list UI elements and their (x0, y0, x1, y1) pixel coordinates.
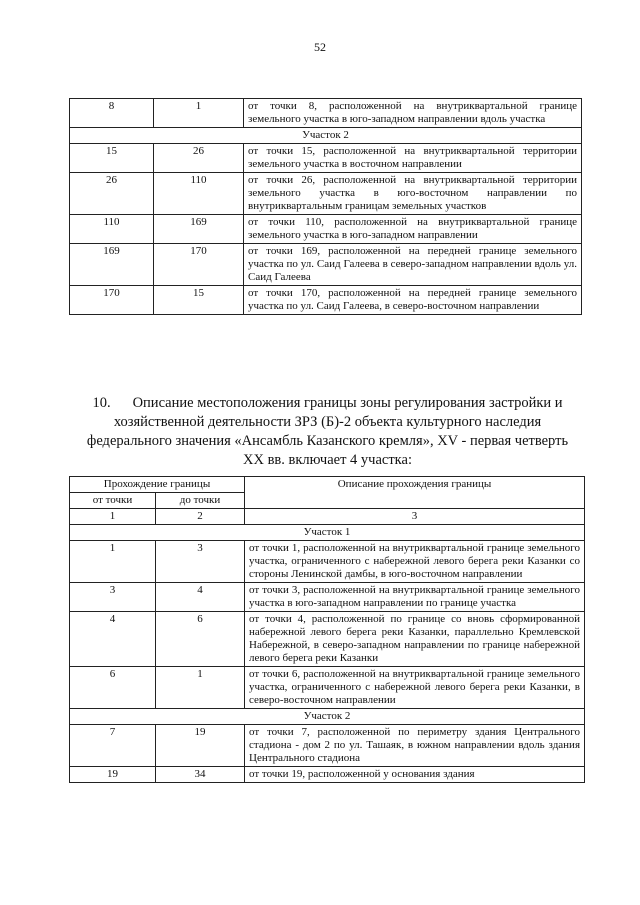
description-cell: от точки 169, расположенной на передней границе земельного участка по ул. Саид Галеева в северо-западном направлении вдоль ул. Саид Галеева (244, 244, 582, 286)
to-point-cell: 4 (156, 583, 245, 612)
description-cell: от точки 3, расположенной на внутриквартальной границе земельного участка в юго-западном направлении по границе участка (245, 583, 585, 612)
to-point-cell: 26 (154, 144, 244, 173)
table-row (70, 173, 582, 215)
page-number: 52 (314, 40, 326, 54)
table-column-number-row (70, 509, 585, 525)
from-point-cell: 170 (70, 286, 154, 315)
table-row (70, 244, 582, 286)
table-row (70, 667, 585, 709)
section-label: Участок 2 (70, 128, 582, 144)
header-passage: Прохождение границы (70, 477, 245, 493)
table-row (70, 286, 582, 315)
table-header-row (70, 477, 585, 493)
from-point-cell: 19 (70, 767, 156, 783)
description-cell: от точки 4, расположенной по границе со вновь сформированной набережной левого берега реки Казанки, параллельно Кремлевской Набережной, в северо-западном направлении по границе набережной левого берега реки Казанки (245, 612, 585, 667)
section-label: Участок 1 (70, 525, 585, 541)
description-cell: от точки 110, расположенной на внутриквартальной границе земельного участка в юго-западном направлении (244, 215, 582, 244)
to-point-cell: 19 (156, 725, 245, 767)
to-point-cell: 170 (154, 244, 244, 286)
header-to-point: до точки (156, 493, 245, 509)
boundary-table-continued (69, 98, 582, 315)
from-point-cell: 7 (70, 725, 156, 767)
section-10-heading (80, 394, 575, 470)
description-cell: от точки 170, расположенной на передней границе земельного участка по ул. Саид Галеева, в северо-восточном направлении (244, 286, 582, 315)
to-point-cell: 34 (156, 767, 245, 783)
from-point-cell: 169 (70, 244, 154, 286)
table-row (70, 144, 582, 173)
section-row (70, 709, 585, 725)
section-row (70, 525, 585, 541)
to-point-cell: 110 (154, 173, 244, 215)
section-row (70, 128, 582, 144)
table-row (70, 767, 585, 783)
table-row (70, 612, 585, 667)
from-point-cell: 3 (70, 583, 156, 612)
to-point-cell: 1 (156, 667, 245, 709)
section-title: Описание местоположения границы зоны регулирования застройки и хозяйственной деятельности ЗРЗ (Б)-2 объекта культурного наследия федерального значения «Ансамбль Казанского кремля», XV - первая четверть XX вв. включает 4 участка: (86, 395, 569, 468)
to-point-cell: 15 (154, 286, 244, 315)
from-point-cell: 26 (70, 173, 154, 215)
to-point-cell: 6 (156, 612, 245, 667)
from-point-cell: 110 (70, 215, 154, 244)
table-row (70, 725, 585, 767)
table-row (70, 99, 582, 128)
to-point-cell: 169 (154, 215, 244, 244)
table-row (70, 583, 585, 612)
description-cell: от точки 15, расположенной на внутриквартальной территории земельного участка в восточном направлении (244, 144, 582, 173)
description-cell: от точки 8, расположенной на внутриквартальной границе земельного участка в юго-западном направлении вдоль участка (244, 99, 582, 128)
from-point-cell: 1 (70, 541, 156, 583)
description-cell: от точки 6, расположенной на внутриквартальной границе земельного участка, ограниченного с набережной левого берега реки Казанки, в северо-восточном направлении (245, 667, 585, 709)
column-number-3: 3 (245, 509, 585, 525)
boundary-table-zrz-b2 (69, 476, 585, 783)
to-point-cell: 3 (156, 541, 245, 583)
from-point-cell: 8 (70, 99, 154, 128)
from-point-cell: 4 (70, 612, 156, 667)
from-point-cell: 15 (70, 144, 154, 173)
section-label: Участок 2 (70, 709, 585, 725)
header-description: Описание прохождения границы (245, 477, 585, 509)
description-cell: от точки 1, расположенной на внутриквартальной границе земельного участка, ограниченного с набережной левого берега реки Казанки со стороны Ленинской дамбы, в юго-восточном направлении (245, 541, 585, 583)
table-row (70, 215, 582, 244)
description-cell: от точки 19, расположенной у основания здания (245, 767, 585, 783)
table-row (70, 541, 585, 583)
to-point-cell: 1 (154, 99, 244, 128)
column-number-2: 2 (156, 509, 245, 525)
description-cell: от точки 26, расположенной на внутриквартальной территории земельного участка в юго-восточном направлении по внутриквартальным границам земельных участков (244, 173, 582, 215)
from-point-cell: 6 (70, 667, 156, 709)
section-number: 10. (92, 395, 111, 411)
column-number-1: 1 (70, 509, 156, 525)
header-from-point: от точки (70, 493, 156, 509)
description-cell: от точки 7, расположенной по периметру здания Центрального стадиона - дом 2 по ул. Ташаяк, в южном направлении вдоль здания Центрального стадиона (245, 725, 585, 767)
